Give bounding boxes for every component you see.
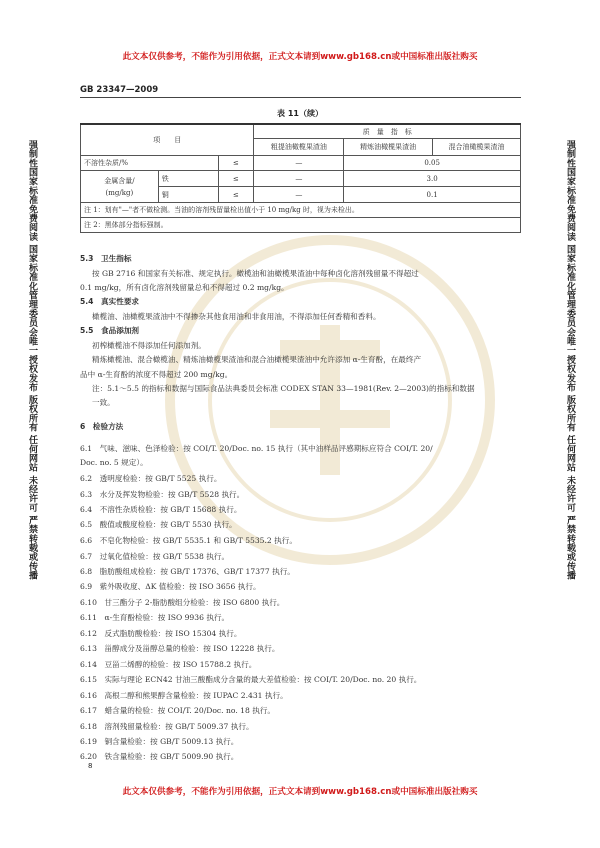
section-heading: 5.3 卫生指标 [80,254,132,263]
body-line: 按 GB 2716 和国家有关标准、规定执行。橄榄油和油橄榄果渣油中每种卤化溶剂残留量不得超过 [92,269,419,278]
top-copyright-banner: 此文本仅供参考，不能作为引用依据，正式文本请到www.gb168.cn或中国标准出版社购买 [122,52,478,62]
body-line: 6.9 紫外吸收度、ΔK 值检验：按 ISO 3656 执行。 [80,582,261,591]
body-line: Doc. no. 5 规定）。 [80,458,148,467]
page-number: 8 [88,762,93,770]
table-title: 表 11（续） [277,109,323,118]
body-line: 6.17 蜡含量的检验：按 COI/T. 20/Doc. no. 18 执行。 [80,706,276,715]
body-line: 初榨橄榄油不得添加任何添加剂。 [92,341,206,350]
body-line: 6.8 脂肪酸组成检验：按 GB/T 17376、GB/T 17377 执行。 [80,567,295,576]
bottom-copyright-banner: 此文本仅供参考，不能作为引用依据，正式文本请到www.gb168.cn或中国标准出版社购买 [122,787,478,797]
body-line: 6.18 溶剂残留量检验：按 GB/T 5009.37 执行。 [80,722,254,731]
table-note-row: 注 2：黑体部分指标强制。 [81,218,521,233]
header-item: 项 目 [81,124,254,156]
body-line: 6.14 豆甾二烯醇的检验：按 ISO 15788.2 执行。 [80,660,257,669]
body-line: 6.2 透明度检验：按 GB/T 5525 执行。 [80,474,222,483]
section-heading: 6 检验方法 [80,422,124,431]
table-row: 金属含量/ (mg/kg) 铁 ≤ — 3.0 [81,171,521,187]
body-line: 6.4 不溶性杂质检验：按 GB/T 15688 执行。 [80,505,242,514]
body-line: 6.19 铜含量检验：按 GB/T 5009.13 执行。 [80,737,239,746]
body-line: 6.5 酸值或酸度检验：按 GB/T 5530 执行。 [80,520,237,529]
table-header-row [81,124,521,139]
body-line: 6.12 反式脂肪酸检验：按 ISO 15304 执行。 [80,629,242,638]
body-line: 6.13 甾醇成分及甾醇总量的检验：按 ISO 12228 执行。 [80,644,280,653]
header-col-crude: 粗提油橄榄果渣油 [254,139,344,156]
right-side-notice: 强制性国家标准免费阅读 国家标准化管理委员会唯一授权发布 版权所有 任何网站 未经许可 严禁转载或传播 [565,140,575,580]
metal-content-label: 金属含量/ (mg/kg) [81,171,159,203]
body-line: 6.1 气味、滋味、色泽检验：按 COI/T. 20/Doc. no. 15 执行（其中油样品评感期标应符合 COI/T. 20/ [80,444,433,453]
body-line: 6.16 高根二醇和熊果醇含量检验：按 IUPAC 2.431 执行。 [80,691,288,700]
standard-number: GB 23347—2009 [80,85,159,95]
body-line: 品中 α-生育酚的浓度不得超过 200 mg/kg。 [80,370,233,379]
body-line: 精炼橄榄油、混合橄榄油、精炼油橄榄果渣油和混合油橄榄果渣油中允许添加 α-生育酚，在最终产 [92,355,422,364]
body-line: 6.10 甘三酯分子 2-脂肪酸组分检验：按 ISO 6800 执行。 [80,598,285,607]
body-line: 6.15 实际与理论 ECN42 甘油三酸酯成分含量的最大差值检验：按 COI/T. 20/Doc. no. 20 执行。 [80,675,422,684]
body-line: 一致。 [92,398,115,407]
body-line: 6.6 不皂化物检验：按 GB/T 5535.1 和 GB/T 5535.2 执行。 [80,536,297,545]
body-line: 6.7 过氧化值检验：按 GB/T 5538 执行。 [80,552,230,561]
header-rule [80,97,521,98]
body-line: 6.11 α-生育酚检验：按 ISO 9936 执行。 [80,613,230,622]
header-col-refined: 精炼油橄榄果渣油 [344,139,433,156]
body-line: 橄榄油、油橄榄果渣油中不得掺杂其他食用油和非食用油，不得添加任何香精和香料。 [92,312,381,321]
body-line: 注：5.1～5.5 的指标和数据与国际食品法典委员会标准 CODEX STAN 33—1981(Rev. 2—2003)的指标和数据 [92,384,475,393]
body-line: 6.3 水分及挥发物检验：按 GB/T 5528 执行。 [80,490,245,499]
table-note-row: 注 1：划有"—"者不做检测。当油的溶剂残留量检出值小于 10 mg/kg 时，视为未检出。 [81,203,521,218]
header-quality: 质 量 指 标 [254,124,521,139]
body-line: 0.1 mg/kg，所有卤化溶剂残留量总和不得超过 0.2 mg/kg。 [80,283,289,292]
body-line: 6.20 铁含量检验：按 GB/T 5009.90 执行。 [80,752,239,761]
header-col-blended: 混合油橄榄果渣油 [433,139,521,156]
quality-index-table [80,123,521,233]
table-row: 不溶性杂质/% ≤ — 0.05 [81,156,521,171]
section-heading: 5.5 食品添加剂 [80,326,140,335]
table-row: 铜 ≤ — 0.1 [81,187,521,203]
left-side-notice: 强制性国家标准免费阅读 国家标准化管理委员会唯一授权发布 版权所有 任何网站 未经许可 严禁转载或传播 [27,140,37,580]
section-heading: 5.4 真实性要求 [80,297,140,306]
